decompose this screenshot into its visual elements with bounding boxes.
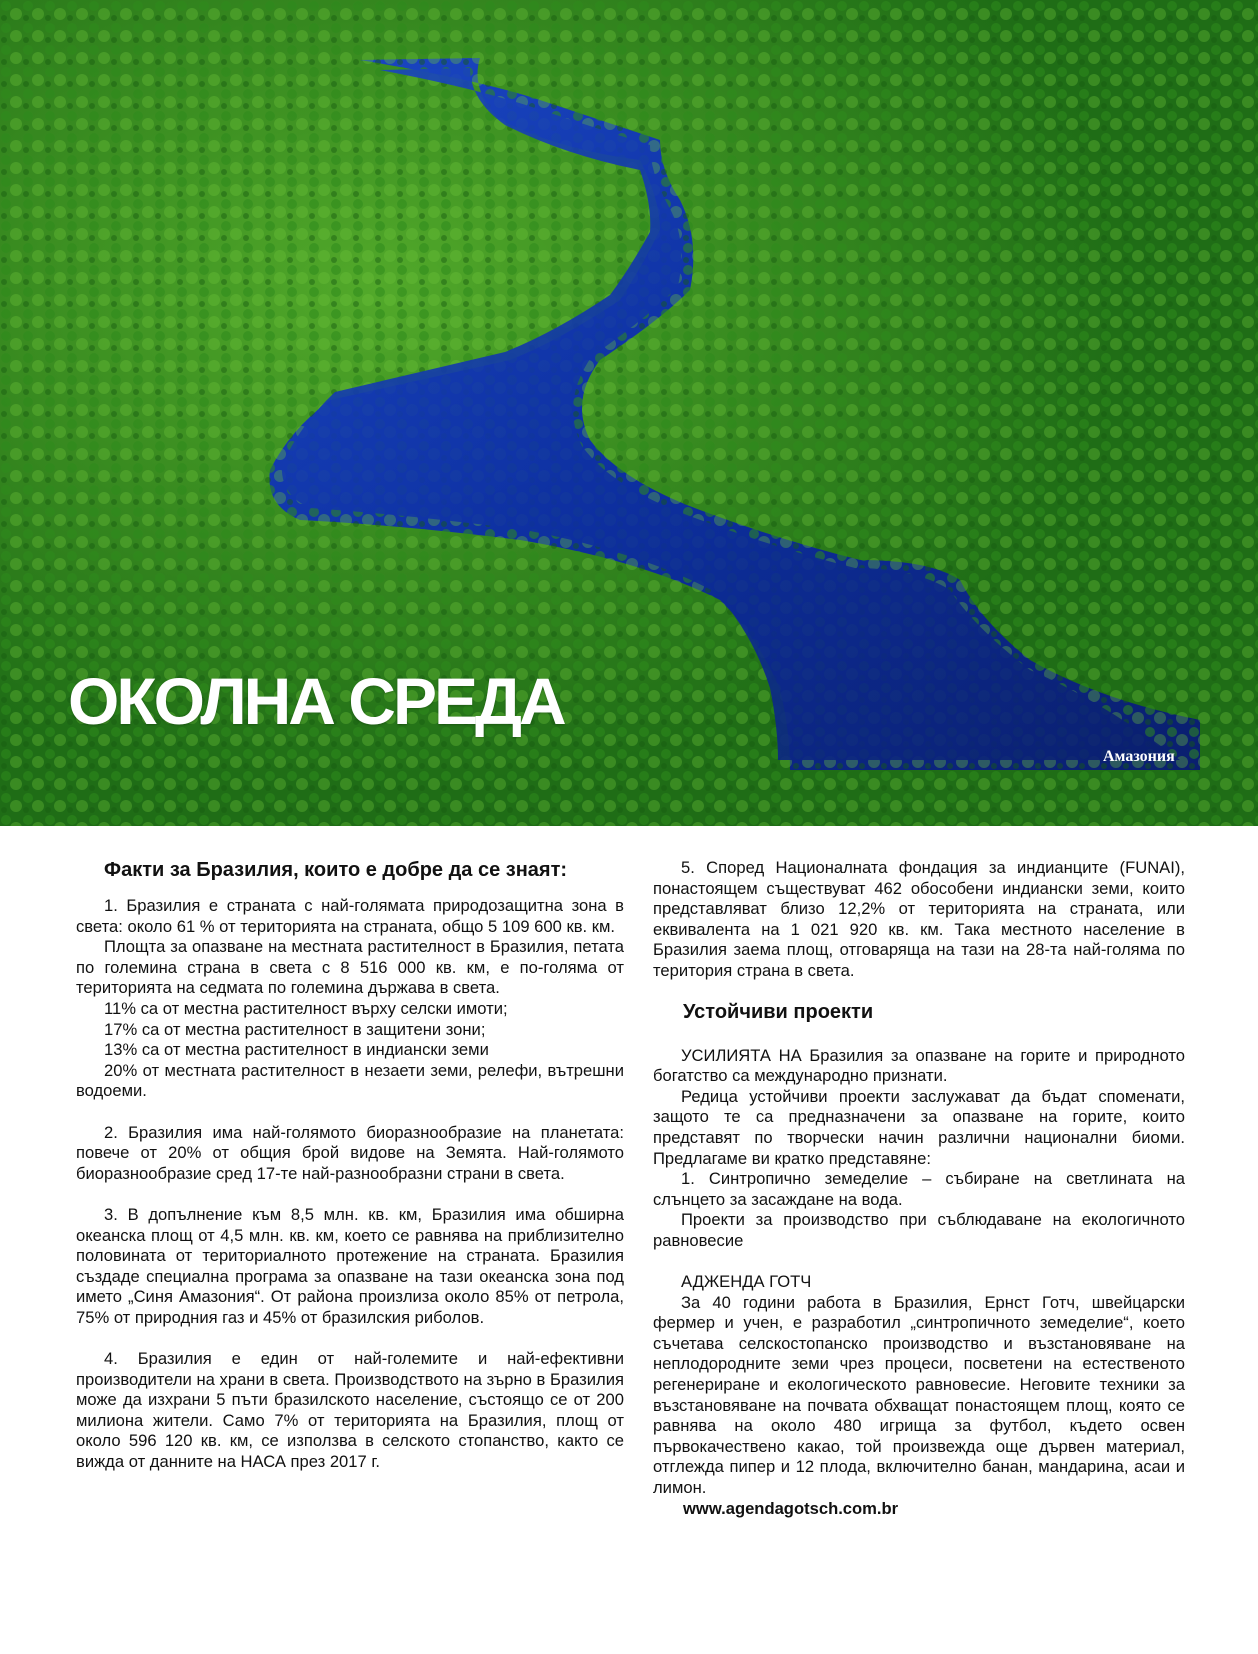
right-column bbox=[653, 858, 1185, 1519]
project-paragraph: 1. Синтропично земеделие – събиране на светлината на слънцето за засаждане на вода. bbox=[653, 1169, 1185, 1209]
facts-heading: Факти за Бразилия, които е добре да се знаят: bbox=[104, 859, 568, 881]
photo-caption: Амазония bbox=[1103, 748, 1175, 765]
project-paragraph: УСИЛИЯТА НА Бразилия за опазване на горите и природното богатство са международно признати. bbox=[653, 1045, 1185, 1086]
paragraph-gap bbox=[76, 1328, 624, 1349]
website-link[interactable]: www.agendagotsch.com.br bbox=[683, 1498, 899, 1518]
fact-paragraph: 2. Бразилия има най-голямото биоразнообразие на планетата: повече от 20% от общия брой видове на Земята. Най-голямото биоразнообразие сред 17-те най-разнообразни страни в света. bbox=[76, 1122, 624, 1183]
fact-paragraph: 17% са от местна растителност в защитени зони; bbox=[104, 1019, 486, 1039]
fact-paragraph: 20% от местната растителност в незаети земи, релефи, вътрешни водоеми. bbox=[76, 1060, 624, 1101]
fact-paragraph: 11% са от местна растителност върху селски имоти; bbox=[104, 998, 508, 1018]
projects-heading: Устойчиви проекти bbox=[683, 1000, 874, 1023]
hero-photo bbox=[0, 0, 1258, 826]
agenda-gotsch-subheading: АДЖЕНДА ГОТЧ bbox=[681, 1272, 812, 1292]
gotsch-paragraph: За 40 години работа в Бразилия, Ернст Готч, швейцарски фермер и учен, е разработил „синтропичното земеделие“, което съчетава селскостопанско производство и възстановяване на неплодородните земи чрез процеси, посветени на естественото регенериране и екологическото равновесие. Неговите техники за възстановяване на почвата обхващат понастоящем площ, която се равнява на около 480 игрища за футбол, където освен първокачествено какао, той произвежда още дървен материал, отглежда пипер и 12 плода, включително банан, мандарина, асаи и лимон. bbox=[653, 1292, 1185, 1498]
page-title: ОКОЛНА СРЕДА bbox=[68, 664, 564, 738]
paragraph-gap bbox=[76, 1102, 624, 1123]
fact-paragraph: 4. Бразилия е един от най-големите и най-ефективни производители на храни в света. Производството на зърно в Бразилия може да изхрани 5 пъти бразилското население, състоящо се от 200 милиона жители. Само 7% от територията на Бразилия, площ от около 596 120 кв. км, се използва в селското стопанство, както се вижда от данните на НАСА през 2017 г. bbox=[76, 1349, 624, 1472]
fact-paragraph: Площта за опазване на местната растителност в Бразилия, петата по големина страна в света с 8 516 000 кв. км, е по-голяма от територията на седмата по големина държава в света. bbox=[76, 937, 624, 998]
fact-paragraph: 13% са от местна растителност в индиански земи bbox=[104, 1040, 489, 1060]
fact-paragraph: 3. В допълнение към 8,5 млн. кв. км, Бразилия има обширна океанска площ от 4,5 млн. кв. км, което се равнява на приблизително половината от териториалното протежение на страната. Бразилия създаде специална програма за опазване на тази океанска зона под името „Синя Амазония“. От района произлиза около 85% от петрола, 75% от природния газ и 45% от бразилския риболов. bbox=[76, 1204, 624, 1327]
project-paragraph: Редица устойчиви проекти заслужават да бъдат споменати, защото те са предназначени за опазване на горите, които представят по творчески начин различни национални биоми. Предлагаме ви кратко представяне: bbox=[653, 1086, 1185, 1168]
paragraph-gap bbox=[653, 1252, 1185, 1273]
project-paragraph: Проекти за производство при съблюдаване на екологичното равновесие bbox=[653, 1210, 1185, 1250]
fact-paragraph: 1. Бразилия е страната с най-голямата природозащитна зона в света: около 61 % от територията на страната, общо 5 109 600 кв. км. bbox=[76, 896, 624, 936]
fact-paragraph: 5. Според Националната фондация за индианците (FUNAI), понастоящем съществуват 462 обособени индиански земи, които представляват близо 12,2% от територията на страната, или еквивалента на 1 021 920 кв. км. Така местното население в Бразилия заема площ, отговаряща на тази на 28-та най-голяма по територия страна в света. bbox=[653, 858, 1185, 980]
paragraph-gap bbox=[76, 1184, 624, 1205]
left-column bbox=[76, 858, 624, 1473]
